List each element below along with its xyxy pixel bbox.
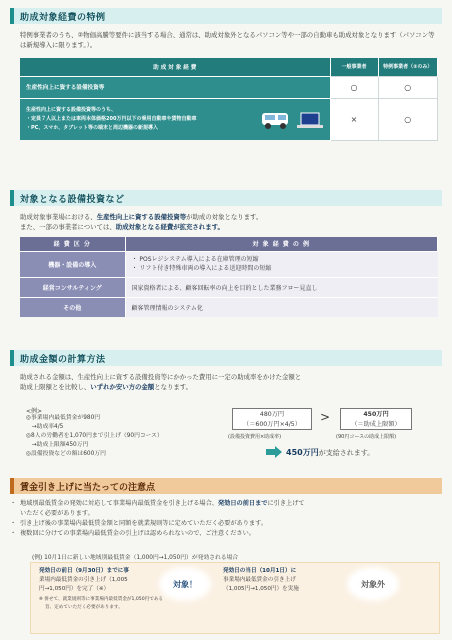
section-wage-notes (10, 478, 442, 636)
van-icon (260, 109, 294, 131)
target-desc-1: 助成対象事業場における、生産性向上に資する設備投資等が助成の対象となります。 (20, 213, 263, 221)
cost-category-table (20, 237, 438, 317)
target-badge: 対象！ (163, 571, 207, 597)
section-title: 助成金額の計算方法 (20, 354, 106, 365)
section-title: 助成対象経費の特例 (20, 12, 106, 23)
row2-label-cell (20, 98, 330, 140)
notes-list (10, 499, 442, 539)
laptop-icon (296, 111, 324, 131)
example-label: <例> (26, 408, 43, 415)
category-other-examples: 顧客管理情報のシステム化 (125, 297, 438, 317)
compare-sign: > (320, 410, 331, 424)
section-header (10, 350, 442, 366)
row1-general-mark: ○ (330, 76, 378, 98)
category-equipment-examples: ・ POSレジシステム導入による在庫管理の短縮 ・ リフト付き特殊車両の導入による送迎時間の短縮 (125, 251, 438, 277)
col-header-general: 一般事業者 (330, 58, 378, 76)
calc-desc-2: 助成上限額とを比較し、いずれか安い方の金額となります。 (20, 383, 193, 391)
example-panel (30, 562, 440, 634)
result-arrow-icon (266, 446, 282, 458)
col-header-example: 対 象 経 費 の 例 (125, 237, 438, 251)
upper-limit-box: 450万円 （＝助成上限額） (340, 408, 412, 430)
row2-item-vehicle: ・定員７人以上または車両本体価格200万円以下の乗用自動車や貨物自動車 (26, 115, 197, 122)
category-consulting-examples: 国家資格者による、顧客回転率の向上を目的とした業務フロー見直し (125, 277, 438, 297)
section-header (10, 8, 442, 24)
result-line: 450万円が支給されます。 (286, 448, 375, 457)
compliant-case: 発効日の前日（9月30日）までに事 業場内最低賃金の引き上げ（1,005 円→1,050円）を完了（※） ※ 併せて、就業規則等に事業場内最低賃金が1,050円である 旨、定めていただく必要があります。 (39, 568, 164, 610)
example-conditions: ◎事業場内最低賃金が980円 →助成率4/5 ◎8人の労働者を1,070円まで引上げ（90円コース） →助成上限額450万円 ◎設備投資などの額は600万円 (26, 415, 163, 457)
target-desc-2: また、一部の事業者については、助成対象となる経費が拡充されます。 (20, 223, 224, 231)
subsidy-rate-box: 480万円 （＝600万円×4/5） (232, 408, 312, 430)
subsidy-rate-caption: (設備投資費用×助成率) (228, 434, 282, 440)
category-consulting: 経営コンサルティング (20, 277, 125, 297)
section-special-costs (10, 8, 442, 141)
example-caption: (例) 10月1日に新しい地域別最低賃金（1,000円→1,050円）が発効される場合 (32, 555, 239, 561)
row1-label: 生産性向上に資する設備投資等 (20, 76, 330, 98)
note-item: ・ 引き上げ後の事業場内最低賃金額と同額を就業規則等に定めていただく必要があります。 (10, 519, 442, 529)
col-header-main: 助 成 対 象 経 費 (20, 58, 330, 76)
section-header (10, 190, 442, 206)
special-cost-table (20, 58, 438, 141)
section-title: 対象となる設備投資など (20, 194, 125, 205)
col-header-special: 特例事業者（②のみ） (378, 58, 438, 76)
row1-special-mark: ○ (378, 76, 438, 98)
upper-limit-caption: (90円コースの助成上限額) (336, 434, 397, 440)
section-target-investments (10, 190, 442, 317)
category-equipment: 機器・設備の導入 (20, 251, 125, 277)
note-item: ・ 複数回に分けての事業場内最低賃金の引上げは認められないので、ご注意ください。 (10, 529, 442, 539)
calc-desc-1: 助成される金額は、生産性向上に資する設備投資等にかかった費用に一定の助成率をかけた金額と (20, 373, 302, 381)
row2-item-pc: ・PC、スマホ、タブレット等の端末と周辺機器の新規導入 (26, 124, 158, 131)
row2-label: 生産性向上に資する設備投資等のうち、 (26, 106, 117, 113)
row2-special-mark: ○ (378, 98, 438, 140)
section-calculation (10, 350, 442, 468)
intro-text: 特例事業者のうち、②物価高騰等要件に該当する場合、通常は、助成対象外となるパソコン等や一部の自動車も助成対象となります（パソコン等は新規導入に限ります。）。 (20, 31, 435, 49)
section-title: 賃金引き上げに当たっての注意点 (20, 482, 156, 493)
col-header-category: 経 費 区 分 (20, 237, 125, 251)
section-header (10, 478, 442, 494)
row2-general-mark: × (330, 98, 378, 140)
non-target-badge: 対象外 (351, 571, 395, 597)
note-item: ・ 地域別最低賃金の発効に対応して事業場内最低賃金を引き上げる場合、発効日の前日までに引き上げて いただく必要があります。 (10, 499, 442, 519)
category-other: その他 (20, 297, 125, 317)
noncompliant-case: 発効日の当日（10月1日）に 事業場内最低賃金の引き上げ （1,005円→1,050円）を実施 (223, 568, 299, 592)
